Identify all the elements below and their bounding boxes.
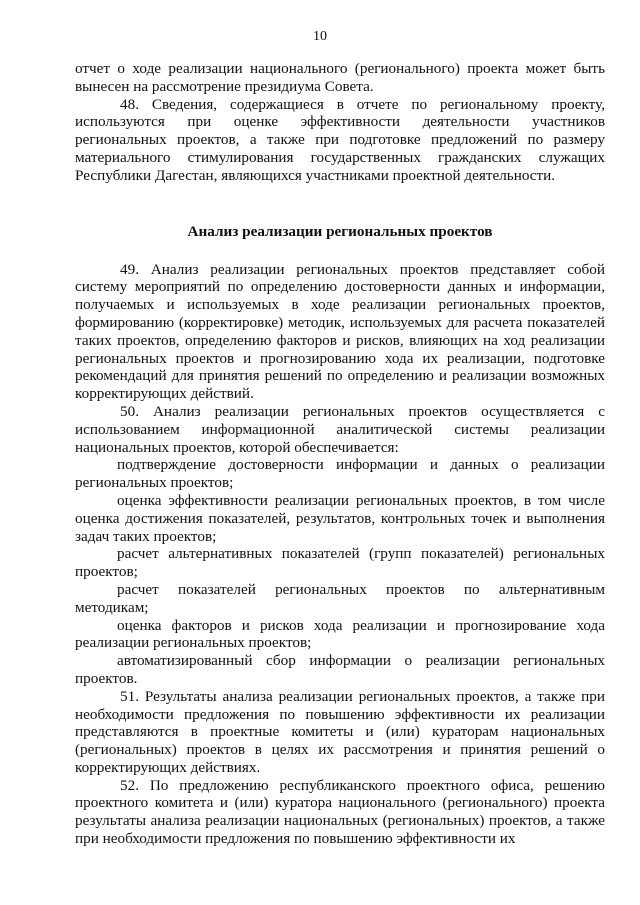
- document-body: [75, 60, 605, 848]
- list-item-risk-forecast: оценка факторов и рисков хода реализации и прогнозирование хода реализации региональных проектов;: [75, 616, 605, 652]
- paragraph-48: 48. Сведения, содержащиеся в отчете по региональному проекту, используются при оценке эффективности деятельности участников региональных проектов, а также при подготовке предложений по размеру материального стимулирования государственных гражданских служащих Республики Дагестан, являющихся участниками проектной деятельности.: [75, 95, 605, 184]
- paragraph-52: 52. По предложению республиканского проектного офиса, решению проектного комитета и (или) куратора национального (регионального) проекта результаты анализа реализации национальных (региональных) проектов, а также при необходимости предложения по повышению эффективности их: [75, 776, 605, 848]
- paragraph-51: 51. Результаты анализа реализации региональных проектов, а также при необходимости предложения по повышению эффективности их реализации представляются в проектные комитеты и (или) кураторам национальных (региональных) проектов в целях их рассмотрения и принятия решений о корректирующих действиях.: [75, 687, 605, 776]
- list-item-automated-collection: автоматизированный сбор информации о реализации региональных проектов.: [75, 652, 605, 687]
- section-heading: Анализ реализации региональных проектов: [187, 222, 493, 240]
- paragraph-50: 50. Анализ реализации региональных проектов осуществляется с использованием информационной аналитической системы реализации национальных проектов, которой обеспечивается:: [75, 402, 605, 456]
- list-item-verification: подтверждение достоверности информации и данных о реализации региональных проектов;: [75, 456, 605, 492]
- list-item-alternative-indicators: расчет альтернативных показателей (групп показателей) региональных проектов;: [75, 545, 605, 581]
- list-item-alternative-methods: расчет показателей региональных проектов по альтернативным методикам;: [75, 580, 605, 616]
- heading-spacer: [75, 241, 605, 261]
- list-item-efficiency: оценка эффективности реализации региональных проектов, в том числе оценка достижения показателей, результатов, контрольных точек и выполнения задач таких проектов;: [75, 491, 605, 545]
- paragraph-continuation: отчет о ходе реализации национального (регионального) проекта может быть вынесен на рассмотрение президиума Совета.: [75, 60, 605, 95]
- paragraph-49: 49. Анализ реализации региональных проектов представляет собой систему мероприятий по определению достоверности данных и информации, получаемых и используемых в ходе реализации региональных проектов, формированию (корректировке) методик, используемых для расчета показателей таких проектов, определению факторов и рисков, влияющих на ход реализации региональных проектов и прогнозированию хода их реализации, подготовке рекомендаций для принятия решений по определению и реализации возможных корректирующих действий.: [75, 260, 605, 403]
- page-number: 10: [313, 29, 327, 44]
